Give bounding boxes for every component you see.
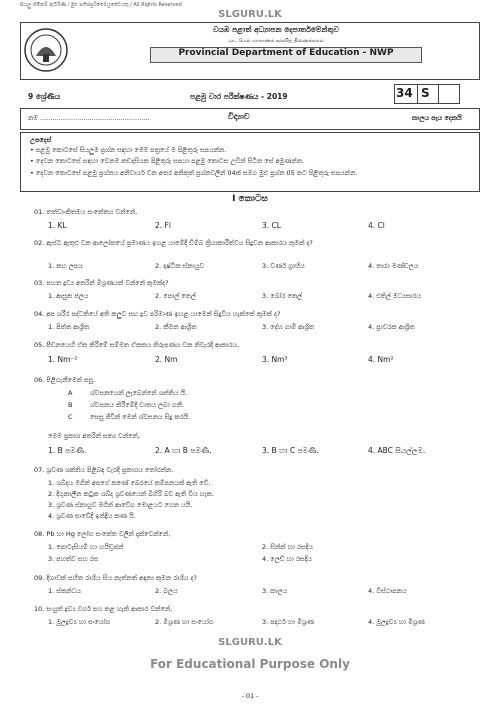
question-10: 10. සංයුත් ද්‍රව්‍ය වර්ග පහ කළ හැකි ආකාර වන්නේ, bbox=[34, 605, 173, 613]
question-4: 04. අප ශරීර පද්ධතියේ අති කලුව සහ ද්‍රව පරිමාණ ඉහළ යාමෙන් සිදුවිය හැක්කේ කුමක් ද? bbox=[34, 310, 281, 318]
q6-statement-a: A ශ්වසනයෙන් ලැබෙන්නේ ශක්තිය යි. bbox=[68, 389, 188, 397]
instruction-2: • දෙවන කොටසේ සඳහා වෙනම කඩදාසියක පිළිතුරු සපයා පළමු කොටස උඩින් සිටින සේ අමුණන්න. bbox=[30, 157, 305, 165]
top-strip: සියලු හිමිකම් ඇවිරිණි / මුළු පතිප්පුරිමෛයුඩෛයතු / All Rights Reserved bbox=[20, 2, 182, 8]
q4-option-1: 1. පිත්ත ආශ්‍රිත bbox=[48, 323, 90, 331]
q1-option-2: 2. Fl bbox=[155, 221, 171, 230]
q10-option-1: 1. මූලද්‍රව්‍ය හා සංයෝග bbox=[48, 618, 111, 626]
grade: 9 ශ්‍රේණිය bbox=[28, 92, 61, 101]
dept-tamil: வட மேல் மாகாணக் கல்வித் திணைக்களம் bbox=[228, 38, 324, 44]
q5-option-3: 3. Nm³ bbox=[262, 355, 288, 364]
dept-sinhala: වයඹ පළාත් අධ්‍යාපන දෙපාර්තමේන්තුව bbox=[213, 25, 339, 34]
q8-option-2: 2. සින්ක් හා රසදිය bbox=[262, 543, 314, 551]
instruction-3-text: දෙවන කොටසේ පළමු ප්‍රශ්නය අනිවාර්ය වන අතර අනිකුත් ප්‍රශ්නවලින් 04ක් සමග මුළු ප්‍රශ්න 05 කට පිළිතුරු සපයන්න. bbox=[35, 169, 358, 177]
question-text: තත්වාංකිතමය සංකේතය වන්නේ, bbox=[46, 208, 138, 216]
q6-statement-b: B ශ්වසනය කිරීමේදී වාතය ලබා ගනී. bbox=[68, 401, 184, 409]
name-label: නම ..................................................... bbox=[28, 114, 150, 122]
dept-english: Provincial Department of Education - NWP bbox=[178, 48, 394, 58]
q3-option-3: 3. බෝර තෙල් bbox=[262, 292, 303, 300]
q4-option-3: 3. දේහ ගාමී ආශ්‍රිත bbox=[262, 323, 315, 331]
q10-option-4: 4. මූලද්‍රව්‍ය හා මිශ්‍රණ bbox=[368, 618, 425, 626]
q5-option-1: 1. Nm⁻² bbox=[48, 355, 78, 364]
q4-option-4: 4. ප්‍රාවරක ආශ්‍රිත bbox=[368, 323, 415, 331]
question-text: ශ්‍රවණ ශක්තිය පිළිබඳ වැරදි ප්‍රකාශය තෝරන්න. bbox=[46, 466, 174, 474]
question-text: පහත ද්‍රව්‍ය අතරින් මිශ්‍රණයක් වන්නේ කුමක්ද? bbox=[46, 279, 169, 287]
exam-title: පළමු වාර පරීක්ෂණය - 2019 bbox=[190, 92, 288, 101]
paper-code-letter: S bbox=[421, 86, 430, 100]
question-text: දිශාවක් සහිත රාශිය සිය නැත්නත් අඳනා කුමන රාශිය ද? bbox=[46, 574, 197, 582]
question-text: අප ශරීර පද්ධතියේ අති කලුව සහ ද්‍රව පරිමාණ ඉහළ යාමෙන් සිදුවිය හැක්කේ කුමක් ද? bbox=[46, 310, 281, 318]
question-8: 08. Pb හා Hg ලෝහ සංකේත වලින් දැක්වෙන්නේ, bbox=[34, 530, 171, 538]
q3-option-2: 2. පොල් තෙල් bbox=[155, 292, 196, 300]
q2-option-3: 3. වර්ණ ග්‍රාහිය bbox=[262, 262, 305, 270]
q2-option-4: 4. තාරා මණ්ඩලය bbox=[368, 262, 419, 270]
q7-item-2: 2. දිගුකාලීන කටුක ශබ්ද ශ්‍රවණයෙන් බිහිරි බව ඇති විය හැක. bbox=[48, 490, 214, 498]
instruction-1-text: පළමු කොටසේ සියලුම ප්‍රශ්න සඳහා මෙම පත්‍රයේ ම පිළිතුරු සපයන්න. bbox=[35, 146, 227, 154]
part-title: I කොටස bbox=[232, 194, 268, 204]
q9-option-4: 4. විස්ථාපනය bbox=[368, 587, 407, 595]
question-2: 02. ඇස්ට ඇතුළු වන ආලෝකයේ ප්‍රමාණය ඉහළ යාමේදී ඩිම්බ ක්‍රියාකාරීත්වය සිදුවන ආකාරය කුමක් ද? bbox=[34, 239, 313, 247]
q10-option-2: 2. මිශ්‍රණ හා සංයෝග bbox=[155, 618, 214, 626]
q3-option-1: 1. ආසුත ජලය bbox=[48, 292, 89, 300]
q7-item-1: 1. ශබ්දය මගින් අපගේ කණේ බෙරයේ කම්පනයක් ඇති වේ. bbox=[48, 479, 211, 487]
q6-option-1: 1. B පමණී. bbox=[48, 446, 87, 455]
q6-option-2: 2. A හා B පමණී. bbox=[155, 446, 212, 455]
question-text: පිළිගැනීමෙන් පසු, bbox=[46, 376, 96, 384]
instruction-3: • දෙවන කොටසේ පළමු ප්‍රශ්නය අනිවාර්ය වන අතර අනිකුත් ප්‍රශ්නවලින් 04ක් සමග මුළු ප්‍රශ්න 05 කට පිළිතුරු සපයන්න. bbox=[30, 169, 358, 177]
question-9: 09. දිශාවක් සහිත රාශිය සිය නැත්නත් අඳනා කුමන රාශිය ද? bbox=[34, 574, 197, 582]
question-text: සංයුත් ද්‍රව්‍ය වර්ග පහ කළ හැකි ආකාර වන්නේ, bbox=[46, 605, 173, 613]
q7-item-4: 4. ශ්‍රවණ සංවේදී ඉන්ද්‍රිය කණ යි. bbox=[48, 512, 136, 520]
q1-option-1: 1. KL bbox=[48, 221, 67, 230]
q6-statement-c: C සෙසු ජීවීන් මෙන් ශ්වසනය සිදු කරයි. bbox=[68, 413, 191, 421]
q8-option-4: 4. ලෙඩ් හා රසදිය bbox=[262, 555, 313, 563]
question-3: 03. පහත ද්‍රව්‍ය අතරින් මිශ්‍රණයක් වන්නේ කුමක්ද? bbox=[34, 279, 169, 287]
instructions-title: උපදෙස් bbox=[30, 136, 52, 144]
q3-option-4: 4. එතිල් මධ්‍යසාරය bbox=[368, 292, 422, 300]
q9-option-2: 2. බලය bbox=[155, 587, 178, 595]
q2-option-1: 1. කහ ලපය bbox=[48, 262, 83, 270]
q10-option-3: 3. පදාර්ථ හා මිශ්‍රණ bbox=[262, 618, 314, 626]
question-text: ඇස්ට ඇතුළු වන ආලෝකයේ ප්‍රමාණය ඉහළ යාමේදී ඩිම්බ ක්‍රියාකාරීත්වය සිදුවන ආකාරය කුමක් ද? bbox=[46, 239, 313, 247]
instruction-2-text: දෙවන කොටසේ සඳහා වෙනම කඩදාසියක පිළිතුරු සපයා පළමු කොටස උඩින් සිටින සේ අමුණන්න. bbox=[35, 157, 305, 165]
watermark-top: SLGURU.LK bbox=[218, 9, 282, 20]
q2-option-2: 2. දෘෂ්ටික ස්නායුව bbox=[155, 262, 205, 270]
watermark-bottom-1: SLGURU.LK bbox=[218, 637, 282, 648]
question-6: 06. පිළිගැනීමෙන් පසු, bbox=[34, 376, 96, 384]
question-5: 05. පීඩනයෙහි ඒක කිරීමේ සම්මත ඒකකය තිරුපණය වන නිවැරදි ආකාරය, bbox=[34, 341, 240, 349]
q8-option-3: 3. පහත්ව සහ රස bbox=[48, 555, 99, 563]
subject: විද්‍යාව bbox=[228, 112, 250, 121]
emblem-logo bbox=[22, 26, 70, 74]
q7-item-3: 3. ශ්‍රවණ ස්නායුව මගින් ආවේග මොළයට ගෙන යයි. bbox=[48, 501, 193, 509]
question-1: 01. තත්වාංකිතමය සංකේතය වන්නේ, bbox=[34, 208, 138, 216]
page-number: - 01 - bbox=[241, 692, 259, 700]
q6-option-3: 3. B හා C පමණී. bbox=[262, 446, 319, 455]
question-text: පීඩනයෙහි ඒක කිරීමේ සම්මත ඒකකය තිරුපණය වන නිවැරදි ආකාරය, bbox=[46, 341, 240, 349]
instruction-1: • පළමු කොටසේ සියලුම ප්‍රශ්න සඳහා මෙම පත්‍රයේ ම පිළිතුරු සපයන්න. bbox=[30, 146, 227, 154]
q9-option-1: 1. ස්කන්ධය bbox=[48, 587, 81, 595]
time-allowed: කාලය පැය දෙකයි bbox=[412, 114, 462, 122]
q4-option-2: 2. කීමන ආශ්‍රිත bbox=[155, 323, 197, 331]
q8-option-1: 1. පොටෑසියම් හා හයිඩ්‍රජන් bbox=[48, 543, 124, 551]
paper-code: 34 bbox=[396, 86, 413, 100]
blank-box bbox=[438, 84, 460, 104]
question-text: Pb හා Hg ලෝහ සංකේත වලින් දැක්වෙන්නේ, bbox=[46, 530, 171, 538]
q1-option-4: 4. Cl bbox=[368, 221, 385, 230]
question-7: 07. ශ්‍රවණ ශක්තිය පිළිබඳ වැරදි ප්‍රකාශය තෝරන්න. bbox=[34, 466, 174, 474]
q1-option-3: 3. CL bbox=[262, 221, 281, 230]
q5-option-4: 4. Nm² bbox=[368, 355, 394, 364]
q5-option-2: 2. Nm bbox=[155, 355, 178, 364]
q6-option-4: 4. ABC සියල්ලම. bbox=[368, 446, 426, 455]
watermark-bottom-2: For Educational Purpose Only bbox=[150, 657, 350, 671]
q6-prompt: මෙම ප්‍රකාශ අතරින් සත්‍ය වන්නේ, bbox=[48, 432, 140, 440]
q9-option-3: 3. කාලය bbox=[262, 587, 288, 595]
